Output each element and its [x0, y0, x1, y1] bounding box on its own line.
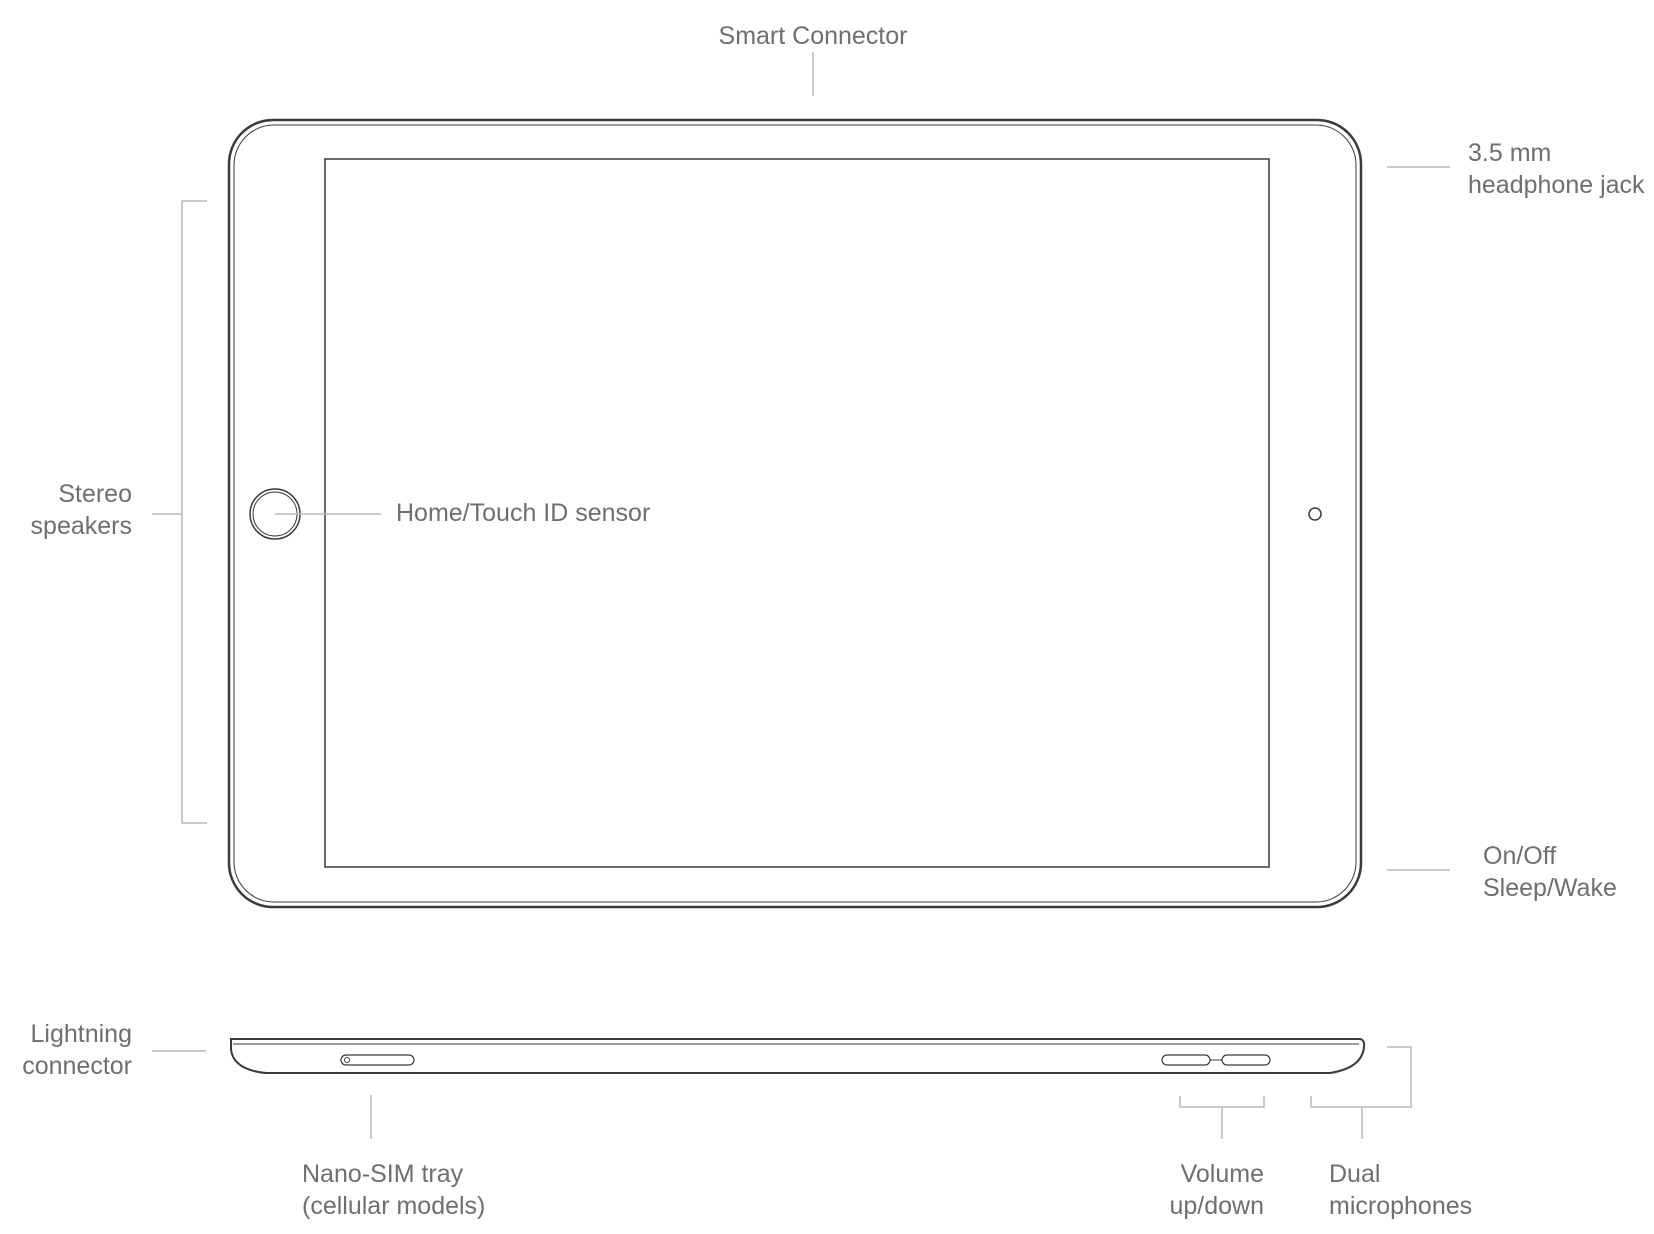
nano-sim-slot: [341, 1055, 414, 1065]
volume-label-line-2: up/down: [1169, 1192, 1264, 1220]
home-button-label: Home/Touch ID sensor: [396, 499, 651, 527]
microphones-label-line-2: microphones: [1329, 1192, 1473, 1220]
stereo-speakers-label-line-2: speakers: [30, 512, 132, 540]
lightning-connector-label: [2, 1018, 132, 1082]
microphones-label-line-1: Dual: [1329, 1160, 1381, 1188]
headphone-jack-label-line-1: 3.5 mm: [1468, 139, 1552, 167]
on-off-label: [1483, 840, 1617, 904]
nano-sim-label-line-2: (cellular models): [302, 1192, 486, 1220]
front-camera-icon: [1309, 508, 1321, 520]
headphone-jack-label: [1468, 137, 1645, 201]
headphone-jack-label-line-2: headphone jack: [1468, 171, 1645, 199]
volume-down-button: [1222, 1055, 1270, 1065]
on-off-label-line-2: Sleep/Wake: [1483, 874, 1617, 902]
nano-sim-label-line-1: Nano-SIM tray: [302, 1160, 464, 1188]
callout-volume-bracket: [1180, 1096, 1264, 1107]
volume-up-button: [1162, 1055, 1210, 1065]
microphones-label: [1329, 1158, 1472, 1222]
smart-connector-label: Smart Connector: [718, 22, 908, 50]
nano-sim-eject-hole: [345, 1058, 350, 1063]
on-off-label-line-1: On/Off: [1483, 842, 1557, 870]
lightning-connector-label-line-2: connector: [22, 1052, 132, 1080]
nano-sim-label: [302, 1158, 485, 1222]
stereo-speakers-label-line-1: Stereo: [58, 480, 132, 508]
callout-stereo-speakers-bracket: [182, 201, 207, 823]
volume-label-line-1: Volume: [1180, 1160, 1264, 1188]
volume-label: [1114, 1158, 1264, 1222]
stereo-speakers-label: [2, 478, 132, 542]
lightning-connector-label-line-1: Lightning: [30, 1020, 132, 1048]
